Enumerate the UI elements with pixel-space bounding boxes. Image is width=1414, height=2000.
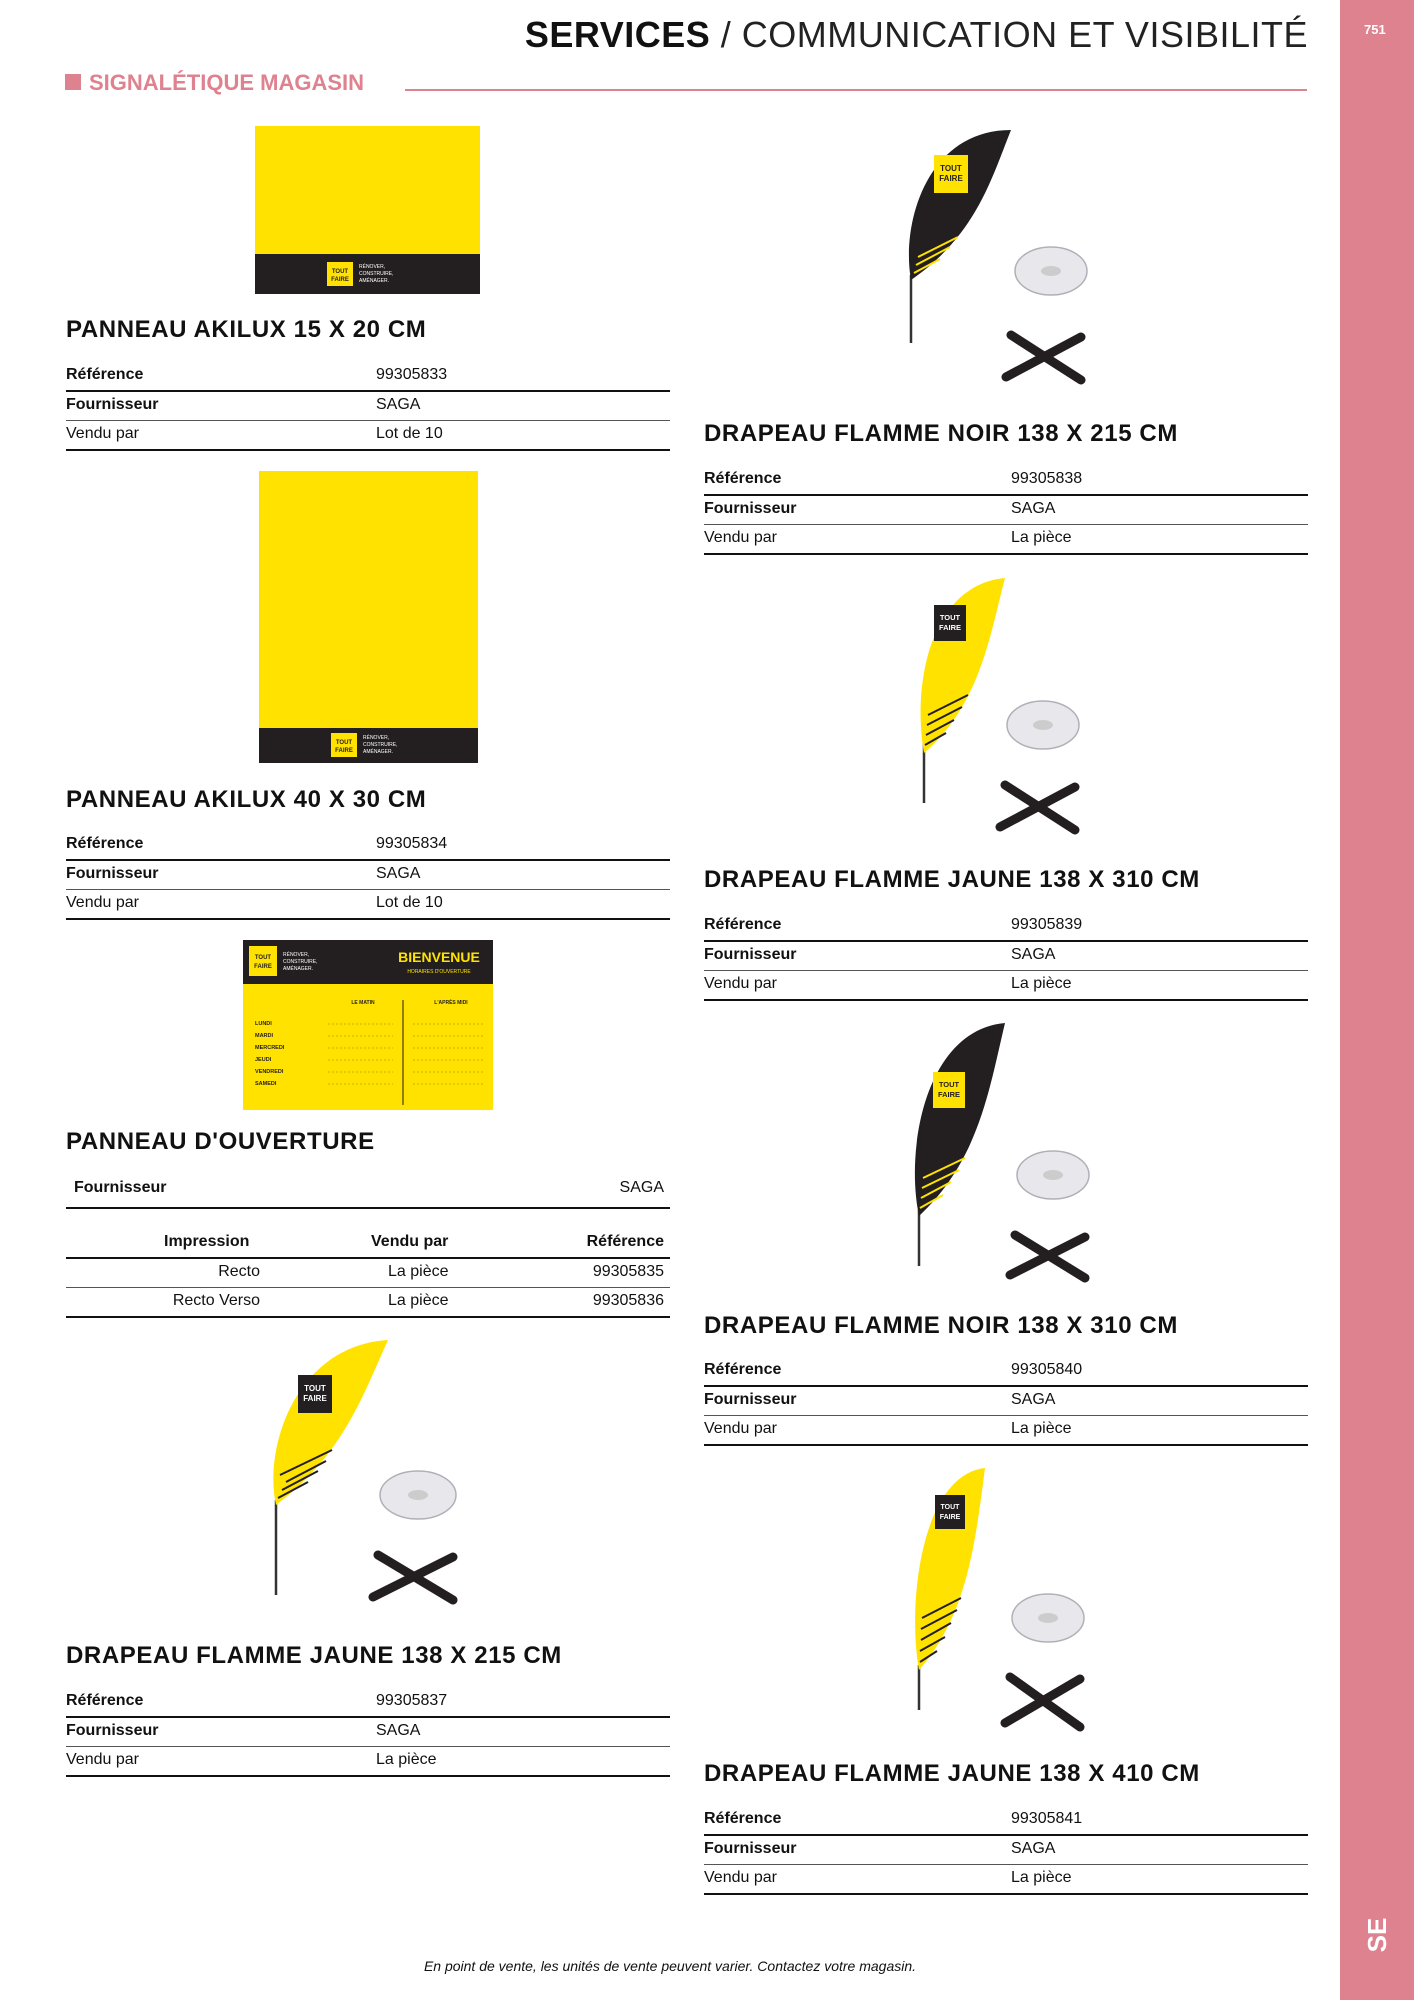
section-rule <box>405 89 1307 91</box>
cell-impression: Recto <box>218 1263 260 1280</box>
spec-label: Vendu par <box>704 975 777 992</box>
spec-row <box>704 525 1308 555</box>
spec-value: Lot de 10 <box>376 425 443 442</box>
spec-row <box>704 466 1308 496</box>
spec-row <box>66 861 670 890</box>
spec-table <box>704 466 1308 555</box>
spec-label: Fournisseur <box>66 1722 159 1739</box>
spec-value: 99305837 <box>376 1692 448 1709</box>
page-number: 751 <box>1364 22 1386 37</box>
tagline-text: CONSTRUIRE, <box>283 959 318 965</box>
sign-col-afternoon: L'APRÈS MIDI <box>434 1000 468 1006</box>
tagline-text: AMÉNAGER. <box>363 749 394 755</box>
spec-label: Vendu par <box>66 894 139 911</box>
spec-label: Référence <box>66 1692 144 1709</box>
spec-label: Vendu par <box>704 1420 777 1437</box>
logo-text: TOUT <box>940 164 962 173</box>
flag-black-215-image <box>896 125 1096 400</box>
product-title: PANNEAU AKILUX 15 X 20 CM <box>66 316 427 343</box>
spec-value: La pièce <box>376 1751 437 1768</box>
spec-label: Fournisseur <box>704 500 797 517</box>
cell-vendu-par: La pièce <box>388 1263 449 1280</box>
spec-row <box>704 942 1308 971</box>
spec-value: SAGA <box>376 396 421 413</box>
logo-text: FAIRE <box>938 623 962 632</box>
fournisseur-label: Fournisseur <box>74 1179 167 1196</box>
table-row <box>66 1175 670 1209</box>
sign-day: MARDI <box>255 1033 274 1039</box>
section-label: SIGNALÉTIQUE MAGASIN <box>89 70 365 95</box>
spec-label: Vendu par <box>704 1869 777 1886</box>
logo-text: FAIRE <box>303 1394 327 1403</box>
spec-value: SAGA <box>1011 500 1056 517</box>
product-title: PANNEAU AKILUX 40 X 30 CM <box>66 786 427 813</box>
page-title <box>525 14 1308 56</box>
logo-text: TOUT <box>254 955 272 961</box>
product-title: PANNEAU D'OUVERTURE <box>66 1128 375 1155</box>
spec-value: SAGA <box>1011 1840 1056 1857</box>
spec-row <box>66 362 670 392</box>
spec-label: Référence <box>66 366 144 383</box>
spec-table <box>704 912 1308 1001</box>
spec-value: La pièce <box>1011 529 1072 546</box>
tagline-text: AMÉNAGER. <box>283 966 314 972</box>
ouverture-sign-image <box>243 940 493 1110</box>
logo-text: FAIRE <box>939 174 963 183</box>
page-title-main: SERVICES <box>524 14 711 55</box>
spec-value: La pièce <box>1011 975 1072 992</box>
spec-value: 99305834 <box>376 835 448 852</box>
tagline-text: CONSTRUIRE, <box>363 742 398 748</box>
spec-label: Fournisseur <box>66 865 159 882</box>
logo-text: TOUT <box>335 740 353 746</box>
spec-table <box>66 362 670 451</box>
spec-label: Vendu par <box>704 529 777 546</box>
spec-label: Référence <box>704 470 782 487</box>
table-spacer <box>66 1209 670 1229</box>
footnote: En point de vente, les unités de vente peuvent varier. Contactez votre magasin. <box>423 1958 917 1974</box>
spec-label: Fournisseur <box>66 396 159 413</box>
product-title: DRAPEAU FLAMME JAUNE 138 X 410 CM <box>704 1760 1200 1787</box>
spec-table <box>66 1688 670 1777</box>
product-title: DRAPEAU FLAMME JAUNE 138 X 215 CM <box>66 1642 562 1669</box>
spec-value: SAGA <box>1011 1391 1056 1408</box>
spec-row <box>66 890 670 920</box>
sign-day: VENDREDI <box>255 1069 284 1075</box>
spec-label: Vendu par <box>66 1751 139 1768</box>
table-row <box>66 1288 670 1318</box>
spec-row <box>704 1416 1308 1446</box>
logo-text: FAIRE <box>939 1514 961 1521</box>
cell-vendu-par: La pièce <box>388 1292 449 1309</box>
spec-value: SAGA <box>1011 946 1056 963</box>
flag-yellow-215-image <box>258 1335 468 1625</box>
table-header-row <box>66 1229 670 1259</box>
akilux-15x20-image <box>255 126 480 294</box>
spec-label: Fournisseur <box>704 1840 797 1857</box>
section-square-icon <box>65 74 81 90</box>
logo-text: TOUT <box>939 613 961 622</box>
side-tab <box>1340 0 1414 2000</box>
tagline-text: RÉNOVER, <box>283 952 310 958</box>
spec-value: La pièce <box>1011 1420 1072 1437</box>
cell-reference: 99305836 <box>592 1292 664 1309</box>
tagline-text: RÉNOVER, <box>363 735 390 741</box>
spec-value: SAGA <box>376 1722 421 1739</box>
section-heading <box>65 70 1307 95</box>
spec-value: La pièce <box>1011 1869 1072 1886</box>
spec-row <box>66 421 670 451</box>
spec-table <box>704 1357 1308 1446</box>
product-title: DRAPEAU FLAMME NOIR 138 X 310 CM <box>704 1312 1178 1339</box>
sign-day: MERCREDI <box>255 1045 285 1051</box>
spec-value: 99305840 <box>1011 1361 1083 1378</box>
spec-value: 99305841 <box>1011 1810 1083 1827</box>
spec-row <box>704 496 1308 525</box>
logo-text: FAIRE <box>254 964 272 970</box>
spec-row <box>66 831 670 861</box>
sign-day: SAMEDI <box>255 1081 277 1087</box>
spec-label: Vendu par <box>66 425 139 442</box>
logo-text: FAIRE <box>937 1090 961 1099</box>
spec-row <box>66 1718 670 1747</box>
fournisseur-value: SAGA <box>619 1179 664 1196</box>
spec-row <box>66 1688 670 1718</box>
logo-text: FAIRE <box>331 277 349 283</box>
sign-day: JEUDI <box>255 1057 272 1063</box>
spec-table <box>66 831 670 920</box>
table-row <box>66 1259 670 1288</box>
spec-row <box>66 1747 670 1777</box>
logo-text: TOUT <box>938 1080 960 1089</box>
spec-value: Lot de 10 <box>376 894 443 911</box>
spec-label: Référence <box>704 1810 782 1827</box>
spec-row <box>66 392 670 421</box>
column-header: Impression <box>164 1233 250 1250</box>
spec-value: 99305833 <box>376 366 448 383</box>
flag-black-310-image <box>905 1020 1105 1295</box>
tagline-text: AMÉNAGER. <box>359 278 390 284</box>
spec-row <box>704 1387 1308 1416</box>
spec-row <box>704 1865 1308 1895</box>
akilux-40x30-image <box>259 471 478 763</box>
spec-row <box>704 1806 1308 1836</box>
spec-row <box>704 1357 1308 1387</box>
cell-reference: 99305835 <box>592 1263 664 1280</box>
spec-value: SAGA <box>376 865 421 882</box>
tagline-text: RÉNOVER, <box>359 264 386 270</box>
product-title: DRAPEAU FLAMME JAUNE 138 X 310 CM <box>704 866 1200 893</box>
logo-text: TOUT <box>331 269 349 275</box>
spec-table <box>704 1806 1308 1895</box>
spec-label: Référence <box>66 835 144 852</box>
spec-row <box>704 971 1308 1001</box>
section-code: SE <box>1361 1917 1392 1953</box>
flag-yellow-410-image <box>905 1465 1105 1740</box>
spec-label: Référence <box>704 1361 782 1378</box>
spec-row <box>704 912 1308 942</box>
spec-label: Référence <box>704 916 782 933</box>
sign-welcome: BIENVENUE <box>398 949 480 965</box>
flag-yellow-310-image <box>910 575 1100 850</box>
sign-subtitle: HORAIRES D'OUVERTURE <box>407 969 471 975</box>
spec-label: Fournisseur <box>704 1391 797 1408</box>
cell-impression: Recto Verso <box>172 1292 260 1309</box>
spec-value: 99305838 <box>1011 470 1083 487</box>
logo-text: TOUT <box>304 1384 326 1393</box>
ouverture-table <box>66 1175 670 1318</box>
sign-day: LUNDI <box>255 1021 272 1027</box>
column-header: Référence <box>586 1233 664 1250</box>
logo-text: TOUT <box>940 1504 960 1511</box>
product-title: DRAPEAU FLAMME NOIR 138 X 215 CM <box>704 420 1178 447</box>
tagline-text: CONSTRUIRE, <box>359 271 394 277</box>
sign-col-morning: LE MATIN <box>351 1000 375 1006</box>
spec-row <box>704 1836 1308 1865</box>
logo-text: FAIRE <box>335 748 353 754</box>
spec-value: 99305839 <box>1011 916 1083 933</box>
page-title-sub: / COMMUNICATION ET VISIBILITÉ <box>720 14 1308 55</box>
column-header: Vendu par <box>371 1233 449 1250</box>
spec-label: Fournisseur <box>704 946 797 963</box>
